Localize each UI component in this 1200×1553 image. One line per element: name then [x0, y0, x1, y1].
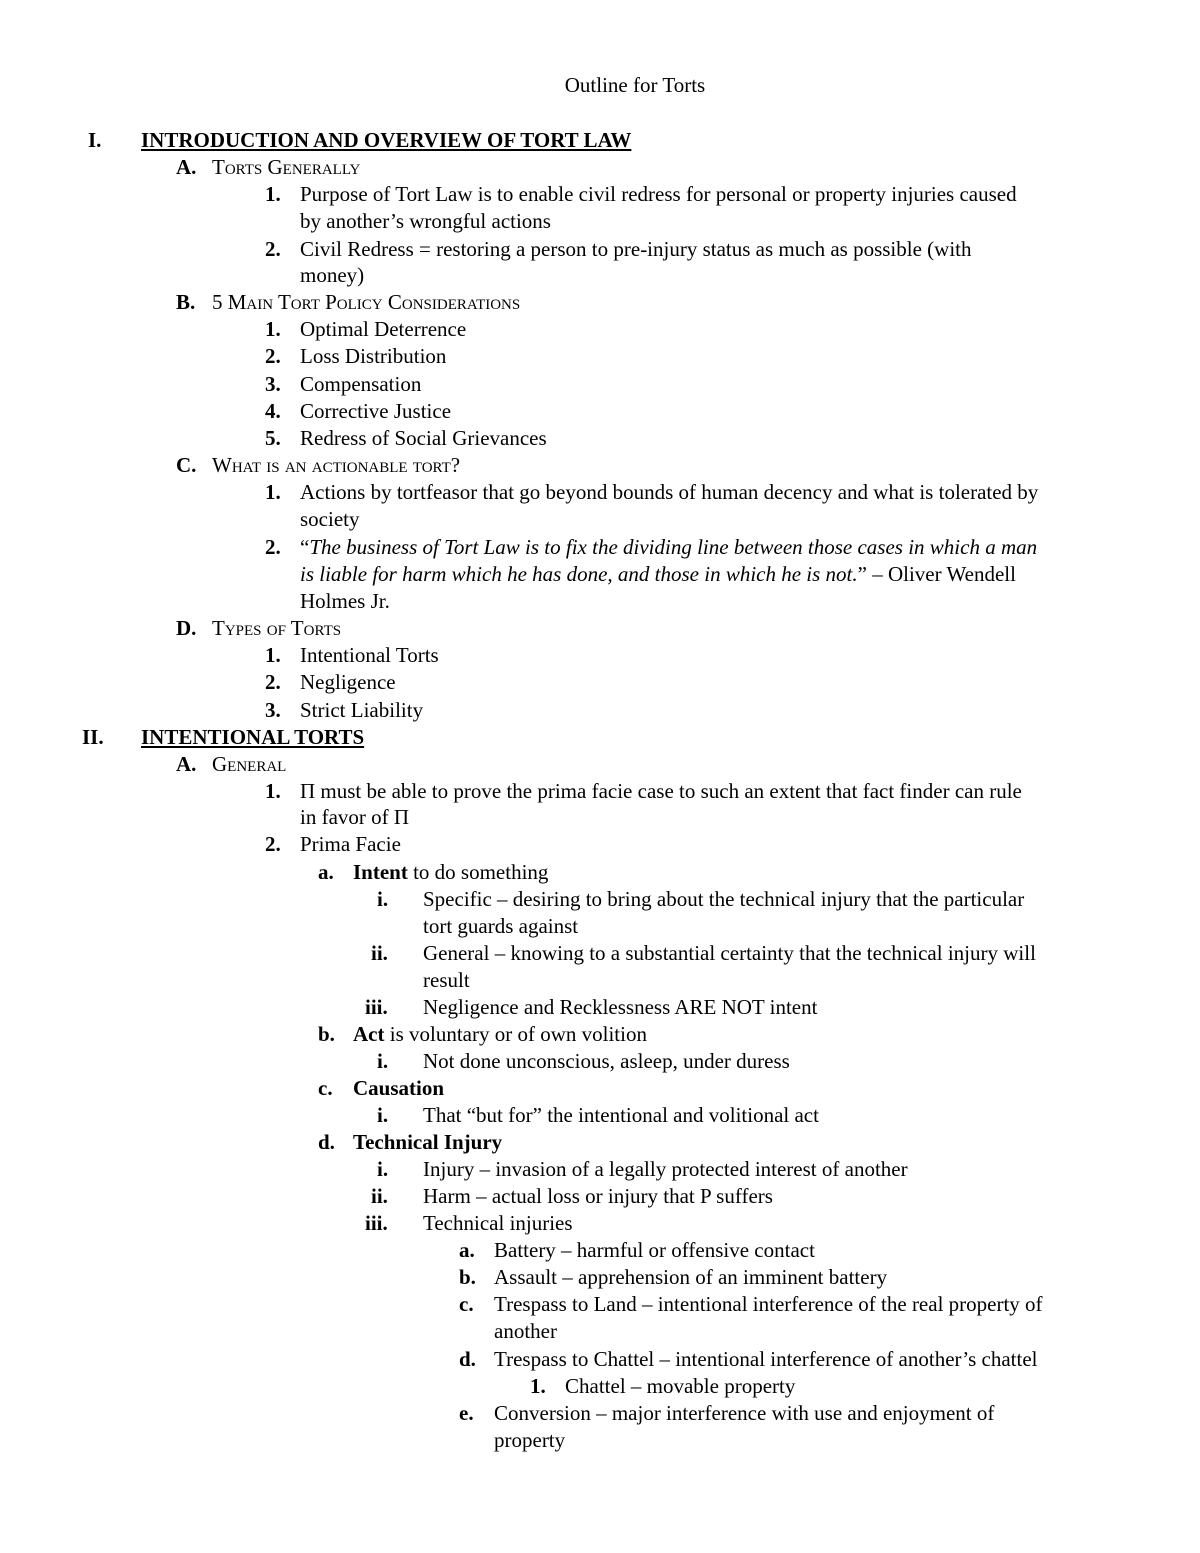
item-number: 3. [265, 372, 281, 396]
item-letter: a. [459, 1238, 475, 1262]
item-text [353, 859, 548, 886]
item-text: Purpose of Tort Law is to enable civil redress for personal or property injuries caused [300, 182, 1017, 206]
item-letter: a. [318, 860, 334, 884]
item-roman: ii. [371, 1184, 388, 1208]
item-text: That “but for” the intentional and volitional act [423, 1103, 819, 1127]
item-text: Π must be able to prove the prima facie case to such an extent that fact finder can rule [300, 779, 1022, 803]
quote-text: The business of Tort Law is to fix the dividing line between those cases in which a man [309, 535, 1038, 559]
item-text: Trespass to Land – intentional interference of the real property of [494, 1292, 1043, 1316]
item-text: society [300, 507, 360, 531]
item-number: 2. [265, 344, 281, 368]
item-number: 1. [530, 1374, 546, 1398]
item-roman: iii. [365, 995, 388, 1019]
item-keyword: Act [353, 1022, 385, 1046]
item-keyword: Intent [353, 860, 408, 884]
item-number: 5. [265, 426, 281, 450]
item-text: Negligence [300, 670, 396, 694]
item-text: Optimal Deterrence [300, 317, 467, 341]
quote-attribution: Holmes Jr. [300, 589, 390, 613]
item-text: Battery – harmful or offensive contact [494, 1238, 815, 1262]
page-title: Outline for Torts [564, 73, 706, 97]
open-quote: “ [300, 535, 310, 559]
item-text: Chattel – movable property [565, 1374, 796, 1398]
section-title: INTRODUCTION AND OVERVIEW OF TORT LAW [141, 128, 632, 152]
item-number: 1. [265, 643, 281, 667]
subsection-label: B. [176, 290, 196, 314]
item-text: Corrective Justice [300, 399, 452, 423]
item-text: Injury – invasion of a legally protected interest of another [423, 1157, 908, 1181]
item-text: property [494, 1428, 566, 1452]
item-text: General – knowing to a substantial certainty that the technical injury will [423, 941, 1036, 965]
quote-text: is liable for harm which he has done, and those in which he is not. [300, 562, 858, 586]
item-number: 1. [265, 779, 281, 803]
item-text: by another’s wrongful actions [300, 209, 551, 233]
item-text: Not done unconscious, asleep, under duress [423, 1049, 790, 1073]
item-roman: i. [377, 1103, 389, 1127]
item-text: Specific – desiring to bring about the technical injury that the particular [423, 887, 1025, 911]
item-text: Conversion – major interference with use and enjoyment of [494, 1401, 995, 1425]
item-letter: b. [318, 1022, 335, 1046]
section-number: I. [88, 128, 102, 152]
subsection-label: D. [176, 616, 197, 640]
item-letter: b. [459, 1265, 476, 1289]
item-number: 1. [265, 480, 281, 504]
item-letter: e. [459, 1401, 474, 1425]
item-text [353, 1021, 647, 1048]
section-title: INTENTIONAL TORTS [141, 725, 365, 749]
item-roman: i. [377, 1157, 389, 1181]
item-text: in favor of Π [300, 805, 410, 829]
item-number: 3. [265, 698, 281, 722]
item-text: Intentional Torts [300, 643, 439, 667]
item-text: tort guards against [423, 914, 579, 938]
item-number: 1. [265, 317, 281, 341]
subsection-label: A. [176, 752, 197, 776]
item-text: Actions by tortfeasor that go beyond bounds of human decency and what is tolerated by [300, 480, 1039, 504]
item-number: 4. [265, 399, 281, 423]
subsection-title: What is an actionable tort? [212, 453, 461, 477]
subsection-label: C. [176, 453, 197, 477]
close-quote: ” [857, 562, 867, 586]
item-number: 2. [265, 832, 281, 856]
item-keyword: Technical Injury [353, 1130, 503, 1154]
item-text: money) [300, 263, 365, 287]
item-text: Civil Redress = restoring a person to pre-injury status as much as possible (with [300, 237, 972, 261]
item-text: another [494, 1319, 557, 1343]
subsection-label: A. [176, 155, 197, 179]
item-text: Harm – actual loss or injury that P suffers [423, 1184, 773, 1208]
item-roman: i. [377, 887, 389, 911]
item-rest: to do something [407, 860, 549, 884]
item-letter: d. [459, 1347, 476, 1371]
item-roman: iii. [365, 1211, 388, 1235]
item-number: 1. [265, 182, 281, 206]
item-text: Compensation [300, 372, 422, 396]
item-text: Prima Facie [300, 832, 401, 856]
section-number: II. [82, 725, 104, 749]
item-text: Redress of Social Grievances [300, 426, 547, 450]
item-number: 2. [265, 670, 281, 694]
item-letter: d. [318, 1130, 335, 1154]
item-number: 2. [265, 535, 281, 559]
item-letter: c. [459, 1292, 474, 1316]
subsection-title: General [212, 752, 287, 776]
item-number: 2. [265, 237, 281, 261]
item-text: Technical injuries [423, 1211, 573, 1235]
subsection-title: Torts Generally [212, 155, 361, 179]
quote-attribution: – Oliver Wendell [866, 562, 1016, 586]
quote-line [300, 534, 1037, 561]
subsection-title: Types of Torts [212, 616, 342, 640]
item-keyword: Causation [353, 1076, 445, 1100]
quote-line [300, 561, 1016, 588]
item-letter: c. [318, 1076, 333, 1100]
item-text: Loss Distribution [300, 344, 447, 368]
item-text: result [423, 968, 470, 992]
item-text: Strict Liability [300, 698, 424, 722]
item-text: Trespass to Chattel – intentional interference of another’s chattel [494, 1347, 1038, 1371]
item-roman: ii. [371, 941, 388, 965]
item-roman: i. [377, 1049, 389, 1073]
item-rest: is voluntary or of own volition [384, 1022, 647, 1046]
subsection-title: 5 Main Tort Policy Considerations [212, 290, 521, 314]
item-text: Assault – apprehension of an imminent battery [494, 1265, 888, 1289]
item-text: Negligence and Recklessness ARE NOT intent [423, 995, 818, 1019]
